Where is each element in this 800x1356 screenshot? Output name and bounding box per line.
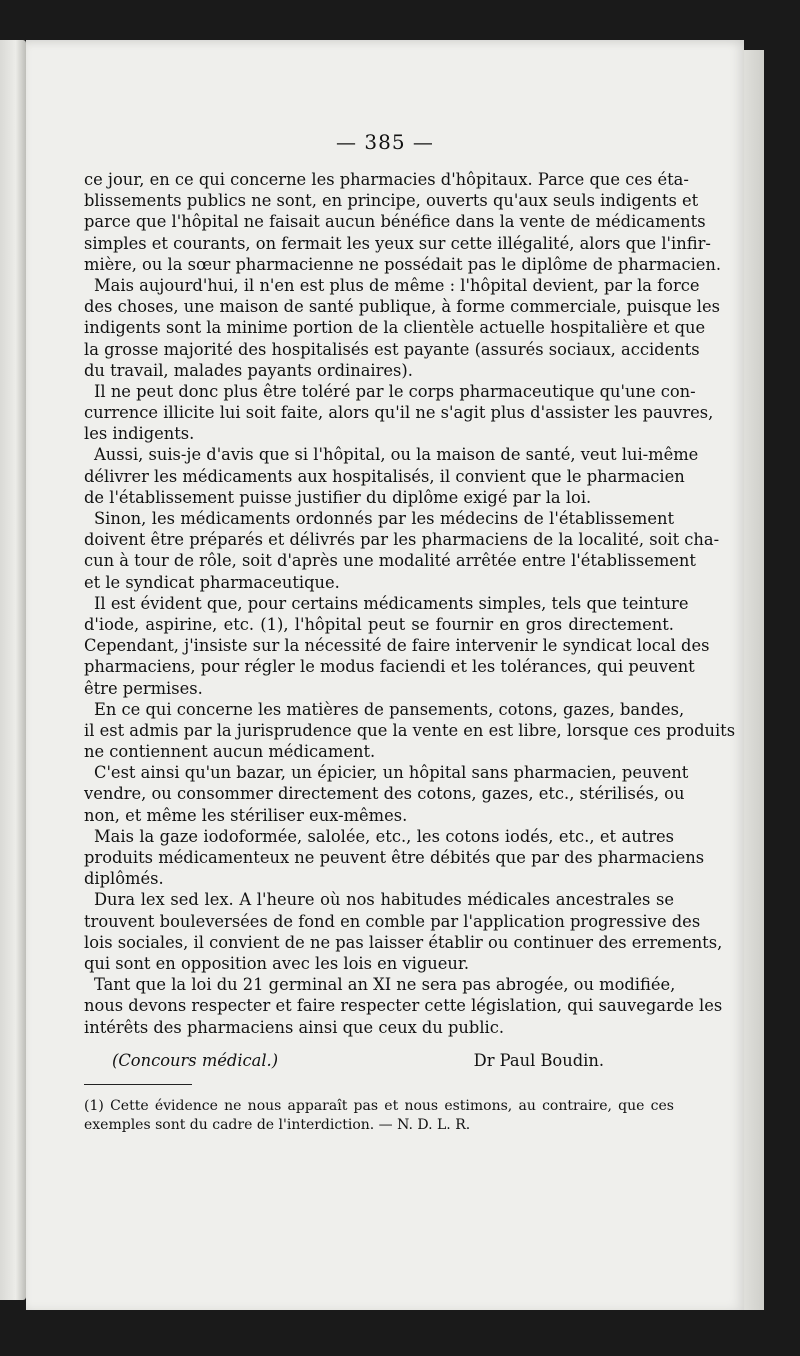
text-line: ne contiennent aucun médicament. (84, 742, 376, 762)
text-line: il est admis par la jurisprudence que la vente en est libre, lorsque ces produits (84, 720, 736, 740)
text-line: des choses, une maison de santé publique, à forme commerciale, puisque les (84, 297, 720, 317)
text-line: currence illicite lui soit faite, alors qu'il ne s'agit plus d'assister les pauvres, (84, 403, 714, 423)
signature-line (84, 1048, 674, 1074)
text-line: de l'établissement puisse justifier du diplôme exigé par la loi. (84, 487, 592, 507)
text-line: C'est ainsi qu'un bazar, un épicier, un hôpital sans pharmacien, peuvent (94, 763, 689, 783)
text-line: ce jour, en ce qui concerne les pharmacies d'hôpitaux. Parce que ces éta- (84, 170, 689, 189)
text-line: la grosse majorité des hospitalisés est payante (assurés sociaux, accidents (84, 339, 700, 359)
article-body (84, 169, 736, 1135)
footnote (84, 1097, 674, 1135)
text-line: lois sociales, il convient de ne pas laisser établir ou continuer des errements, (84, 932, 723, 952)
text-line: En ce qui concerne les matières de pansements, cotons, gazes, bandes, (94, 699, 685, 719)
footnote-divider (84, 1084, 192, 1085)
text-line: Sinon, les médicaments ordonnés par les médecins de l'établissement (94, 509, 674, 528)
text-line: d'iode, aspirine, etc. (1), l'hôpital peut se fournir en gros directement. (84, 614, 674, 634)
facing-page-edge (0, 40, 26, 1300)
text-line: cun à tour de rôle, soit d'après une modalité arrêtée entre l'établissement (84, 551, 696, 571)
text-line: indigents sont la minime portion de la clientèle actuelle hospitalière et que (84, 318, 706, 338)
text-line: Aussi, suis-je d'avis que si l'hôpital, ou la maison de santé, veut lui-même (94, 445, 699, 465)
text-line: être permises. (84, 678, 203, 698)
text-line: Mais la gaze iodoformée, salolée, etc., les cotons iodés, etc., et autres (94, 826, 674, 846)
footnote-line: (1) Cette évidence ne nous apparaît pas et nous estimons, au contraire, que ces (84, 1097, 674, 1114)
text-line: délivrer les médicaments aux hospitalisés, il convient que le pharmacien (84, 466, 685, 486)
text-line: mière, ou la sœur pharmacienne ne possédait pas le diplôme de pharmacien. (84, 254, 722, 274)
source-citation: (Concours médical.) (112, 1050, 279, 1070)
text-line: du travail, malades payants ordinaires). (84, 360, 413, 380)
text-line: parce que l'hôpital ne faisait aucun bénéfice dans la vente de médicaments (84, 212, 706, 232)
text-line: doivent être préparés et délivrés par les pharmaciens de la localité, soit cha- (84, 530, 720, 550)
text-line: Il est évident que, pour certains médicaments simples, tels que teinture (94, 593, 689, 613)
text-line: qui sont en opposition avec les lois en vigueur. (84, 953, 470, 973)
text-line: intérêts des pharmaciens ainsi que ceux du public. (84, 1017, 505, 1037)
text-line: Cependant, j'insiste sur la nécessité de faire intervenir le syndicat local des (84, 636, 710, 656)
text-line: non, et même les stériliser eux-mêmes. (84, 805, 408, 825)
text-line: nous devons respecter et faire respecter cette législation, qui sauvegarde les (84, 996, 723, 1016)
book-page (26, 40, 744, 1310)
text-line: Dura lex sed lex. A l'heure où nos habitudes médicales ancestrales se (94, 890, 674, 910)
text-line: produits médicamenteux ne peuvent être débités que par des pharmaciens (84, 848, 705, 867)
text-line: trouvent bouleversées de fond en comble par l'application progressive des (84, 911, 701, 931)
text-line: pharmaciens, pour régler le modus faciendi et les tolérances, qui peuvent (84, 657, 695, 677)
text-line: diplômés. (84, 869, 164, 889)
text-line: Tant que la loi du 21 germinal an XI ne sera pas abrogée, ou modifiée, (94, 975, 676, 995)
text-line: vendre, ou consommer directement des cotons, gazes, etc., stérilisés, ou (84, 784, 685, 804)
text-line: et le syndicat pharmaceutique. (84, 572, 340, 592)
text-line: simples et courants, on fermait les yeux sur cette illégalité, alors que l'infir- (84, 233, 711, 253)
page-number: — 385 — (336, 130, 434, 154)
footnote-line: exemples sont du cadre de l'interdiction. — N. D. L. R. (84, 1116, 471, 1133)
text-line: Mais aujourd'hui, il n'en est plus de même : l'hôpital devient, par la force (94, 275, 700, 295)
text-line: Il ne peut donc plus être toléré par le corps pharmaceutique qu'une con- (94, 381, 696, 401)
text-line: blissements publics ne sont, en principe, ouverts qu'aux seuls indigents et (84, 191, 699, 211)
author-signature: Dr Paul Boudin. (473, 1050, 604, 1070)
text-line: les indigents. (84, 424, 195, 444)
